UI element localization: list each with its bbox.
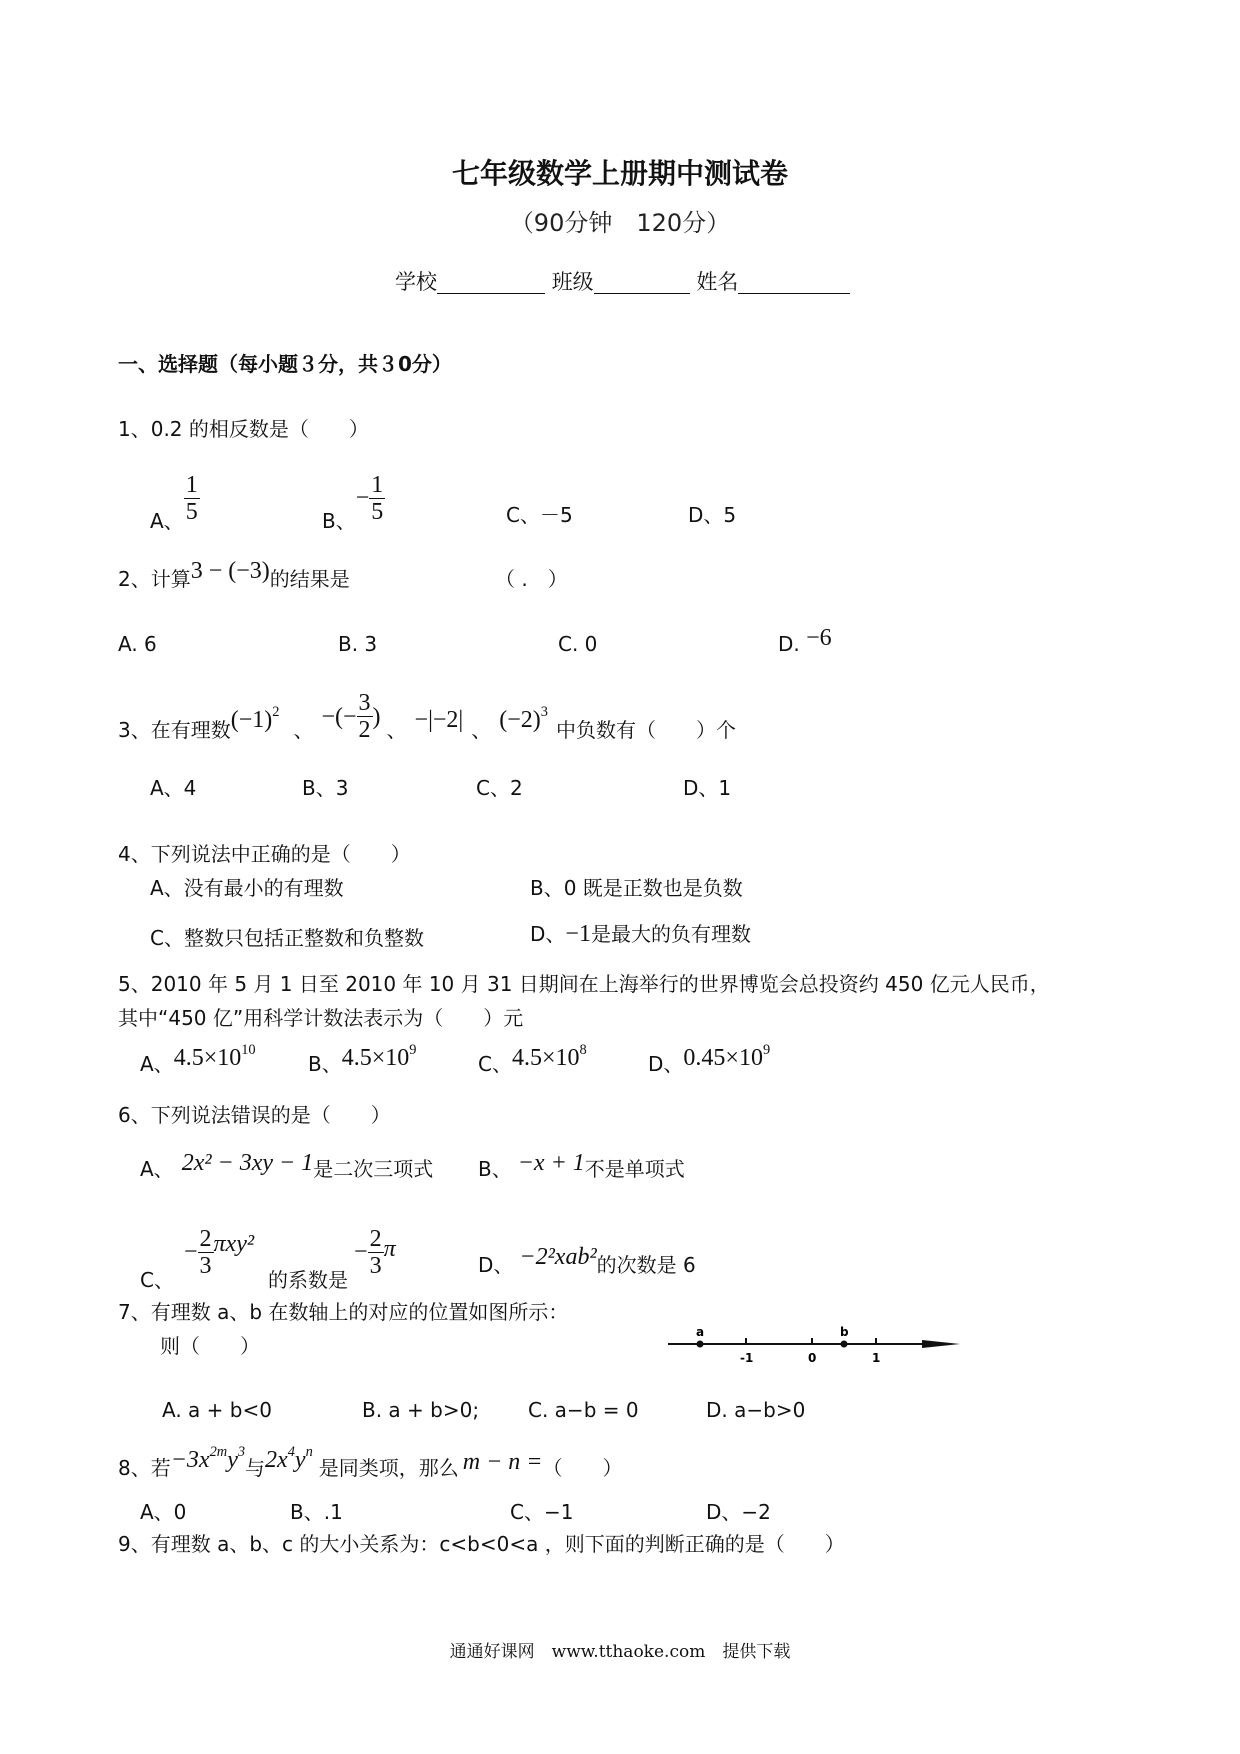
option-label: B、 [322, 509, 356, 533]
q7-option-a[interactable]: A. a + b<0 [162, 1398, 272, 1422]
q7-option-c[interactable]: C. a−b = 0 [528, 1398, 639, 1422]
q6-option-a[interactable]: A、 2x² − 3xy − 1是二次三项式 [140, 1150, 434, 1181]
question-9-stem: 9、有理数 a、b、c 的大小关系为：c<b<0<a ，则下面的判断正确的是（ ） [118, 1532, 845, 1556]
section-heading: 一、选择题（每小题３分，共３0分） [118, 352, 452, 376]
minus-sign: − [355, 485, 370, 511]
question-7-stem: 7、有理数 a、b 在数轴上的对应的位置如图所示： [118, 1300, 569, 1324]
q2-option-c[interactable]: C. 0 [558, 632, 598, 656]
q4-option-c[interactable]: C、整数只包括正整数和负整数 [150, 926, 424, 950]
name-blank[interactable] [738, 293, 850, 294]
question-6-stem: 6、下列说法错误的是（ ） [118, 1103, 391, 1127]
q1-option-c[interactable]: C、－5 [506, 503, 573, 527]
q5-option-b[interactable]: B、$4.5\times 10^9$ [308, 1042, 417, 1076]
question-2-stem: 2、计算3 − (−3)的结果是 [118, 558, 350, 591]
q1-option-d[interactable]: D、5 [688, 503, 737, 527]
q7-option-d[interactable]: D. a−b>0 [706, 1398, 806, 1422]
q5-option-d[interactable]: D、$0.45\times 10^9$ [648, 1042, 771, 1076]
tick-label: -1 [740, 1351, 754, 1365]
number-line [668, 1326, 960, 1376]
q3-option-c[interactable]: C、2 [476, 776, 523, 800]
fraction: $\frac{1}{5}$ [185, 471, 198, 525]
point-b [841, 1341, 848, 1348]
class-blank[interactable] [594, 293, 690, 294]
q8-option-b[interactable]: B、.1 [290, 1500, 343, 1524]
point-a-label: a [696, 1326, 705, 1339]
q1-option-a[interactable] [150, 463, 200, 533]
school-label: 学校 [395, 270, 437, 294]
q4-option-a[interactable]: A、没有最小的有理数 [150, 876, 344, 900]
q2-option-b[interactable]: B. 3 [338, 632, 378, 656]
fraction: $\frac{2}{3}$ [369, 1225, 382, 1279]
q3-option-a[interactable]: A、4 [150, 776, 197, 800]
exam-subtitle: （90分钟 120分） [509, 209, 731, 237]
q7-option-b[interactable]: B. a + b>0; [362, 1398, 480, 1422]
question-5-stem-line2: 其中“450 亿”用科学计数法表示为（ ）元 [118, 1006, 524, 1030]
class-label: 班级 [551, 270, 594, 294]
q6-option-d[interactable]: D、 −2²xab²的次数是 6 [478, 1244, 696, 1277]
question-7-then: 则（ ） [160, 1334, 260, 1358]
q4-option-b[interactable]: B、0 既是正数也是负数 [530, 876, 743, 900]
q2-option-d[interactable]: D. −6 [778, 625, 832, 656]
exam-title: 七年级数学上册期中测试卷 [451, 157, 788, 190]
arrow-icon [922, 1340, 960, 1348]
question-3-stem: 3、在有理数 $(-1)^2$ 、 −(− $\frac{3}{2}$ ) 、 −|−2| 、 $(-2)^3$ 中负数有（ ）个 [118, 690, 736, 743]
q6-option-c[interactable]: C、 − $\frac{2}{3}$ πxy² 的系数是 − $\frac{2}{3}$ π [140, 1225, 396, 1292]
fraction: $\frac{2}{3}$ [199, 1225, 212, 1279]
q4-option-d[interactable]: D、−1是最大的负有理数 [530, 921, 751, 947]
question-1-stem: 1、0.2 的相反数是（ ） [118, 417, 369, 441]
q3-option-b[interactable]: B、3 [302, 776, 349, 800]
answer-paren: （ . ） [495, 567, 568, 591]
tick-label: 1 [872, 1351, 881, 1365]
footer-credit: 通通好课网 www.tthaoke.com 提供下载 [449, 1642, 791, 1662]
tick-label: 0 [808, 1351, 817, 1365]
q8-option-d[interactable]: D、−2 [706, 1500, 771, 1524]
question-5-stem-line1: 5、2010 年 5 月 1 日至 2010 年 10 月 31 日期间在上海举行的世界博览会总投资约 450 亿元人民币， [118, 972, 1050, 996]
q3-option-d[interactable]: D、1 [683, 776, 732, 800]
fraction: $\frac{3}{2}$ [358, 690, 371, 743]
option-label: A、 [150, 509, 184, 533]
q5-option-c[interactable]: C、$4.5\times 10^8$ [478, 1042, 587, 1076]
q6-option-b[interactable]: B、 −x + 1不是单项式 [478, 1150, 685, 1181]
question-4-stem: 4、下列说法中正确的是（ ） [118, 842, 411, 866]
point-a [697, 1341, 704, 1348]
math-expression: 3 − (−3) [190, 558, 270, 584]
student-info-row [395, 270, 850, 294]
q8-option-c[interactable]: C、−1 [510, 1500, 574, 1524]
q1-option-b[interactable] [322, 463, 385, 533]
name-label: 姓名 [696, 270, 739, 294]
point-b-label: b [840, 1326, 849, 1339]
school-blank[interactable] [437, 293, 545, 294]
question-8-stem: 8、若$-3x^{2m}y^3$与$2x^4y^n$是同类项，那么 m − n =（ ） [118, 1444, 623, 1480]
q5-option-a[interactable]: A、$4.5\times 10^{10}$ [140, 1042, 256, 1076]
fraction: $\frac{1}{5}$ [371, 471, 384, 525]
q8-option-a[interactable]: A、0 [140, 1500, 187, 1524]
q2-option-a[interactable]: A. 6 [118, 632, 157, 656]
